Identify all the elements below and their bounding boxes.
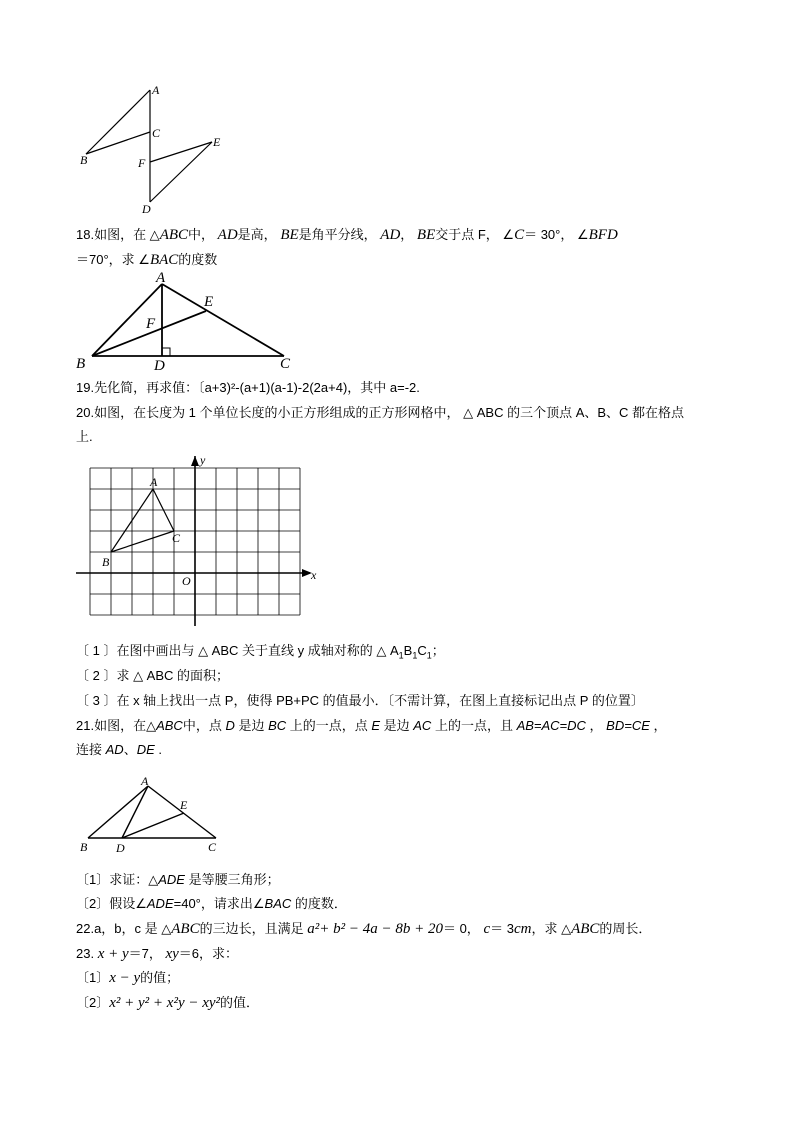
q21-sub2: 〔2〕假设∠ADE=40°，请求出∠BAC 的度数． <box>76 896 347 911</box>
label-C: C <box>152 126 161 140</box>
figure-q21 <box>76 772 226 858</box>
label-F: F <box>138 156 146 170</box>
label-A: A <box>152 83 160 97</box>
q18-line1: 18.如图，在 △ABC中， AD是高， BE是角平分线， AD， BE交于点 F， ∠C＝ 30°， ∠BFD <box>76 227 618 243</box>
label-E: E <box>180 798 188 812</box>
label-B: B <box>80 153 88 167</box>
label-y: y <box>200 454 206 467</box>
label-A: A <box>156 270 166 286</box>
label-A: A <box>150 475 158 489</box>
label-C: C <box>208 840 217 854</box>
label-x: x <box>311 568 317 582</box>
figure-q17 <box>78 82 228 217</box>
q23-sub1: 〔1〕x − y的值； <box>76 970 180 986</box>
figure-q18 <box>74 270 304 374</box>
label-D: D <box>116 841 125 855</box>
label-D: D <box>142 202 151 216</box>
label-A: A <box>141 774 149 788</box>
q20-sub1: 〔 1 〕在图中画出与 △ ABC 关于直线 y 成轴对称的 △ $A_1B_1C_1$； <box>76 643 445 661</box>
label-O: O <box>182 574 191 588</box>
label-E: E <box>213 135 221 149</box>
q20-line1: 20.如图，在长度为 1 个单位长度的小正方形组成的正方形网格中， △ ABC 的三个顶点 A、B、C 都在格点 <box>76 405 685 420</box>
q20-sub3: 〔 3 〕在 x 轴上找出一点 P，使得 PB+PC 的值最小．〔不需计算，在图上直接标记出点 P 的位置〕 <box>76 693 644 708</box>
q20-line2: 上. <box>76 429 93 444</box>
q21-sub1: 〔1〕求证：△ADE 是等腰三角形； <box>76 872 280 887</box>
q21-line1: 21.如图，在△ABC中，点 D 是边 BC 上的一点，点 E 是边 AC 上的一点，且 AB=AC=DC ， BD=CE ， <box>76 718 667 733</box>
q23-sub2: 〔2〕x² + y² + x²y − xy²的值． <box>76 995 260 1011</box>
label-C: C <box>280 356 291 372</box>
q21-line2: 连接 AD、DE . <box>76 742 162 757</box>
label-B: B <box>102 555 110 569</box>
q22-text: 22.a，b，c 是 △ABC的三边长，且满足 a²+ b² − 4a − 8b + 20＝ 0， c＝ 3cm，求 △ABC的周长． <box>76 921 652 937</box>
q18-line2: ＝70°，求 ∠BAC的度数 <box>76 252 218 268</box>
figure-q20-grid <box>72 454 322 626</box>
q23-line1: 23. x + y＝7， xy＝6，求： <box>76 946 239 962</box>
label-D: D <box>154 358 165 374</box>
q20-sub2: 〔 2 〕求 △ ABC 的面积； <box>76 668 230 683</box>
label-B: B <box>76 356 86 372</box>
label-F: F <box>146 316 156 332</box>
label-B: B <box>80 840 88 854</box>
q19-text: 19.先化简，再求值：〔a+3)²-(a+1)(a-1)-2(2a+4)，其中 a=-2. <box>76 380 420 395</box>
label-C: C <box>172 531 181 545</box>
label-E: E <box>204 294 214 310</box>
